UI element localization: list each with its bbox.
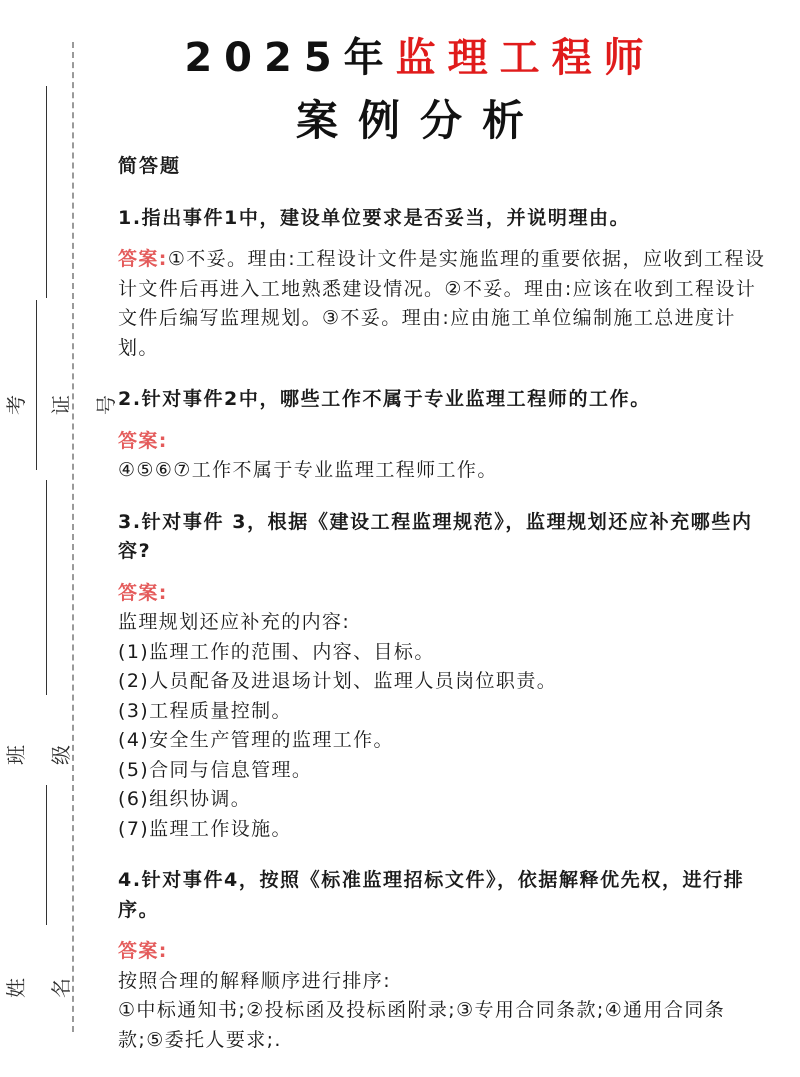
answer-label: 答案: [118,248,168,270]
class-line-top [46,480,47,695]
question-3: 3.针对事件 3，根据《建设工程监理规范》，监理规划还应补充哪些内容? [118,510,753,562]
answer-text [118,245,768,363]
answer-1 [118,245,768,363]
answer-label: 答案: [118,940,168,962]
answer-line: (6)组织协调。 [118,788,252,810]
exam-id-line-top [46,86,47,298]
question-2: 2.针对事件2中，哪些工作不属于专业监理工程师的工作。 [118,388,651,410]
title-highlight: 监理工程师 [395,35,656,81]
answer-line: (4)安全生产管理的监理工作。 [118,729,394,751]
answer-4 [118,937,768,1055]
document-body [118,152,768,1077]
answer-3 [118,579,768,845]
binding-dashed-line [72,42,74,1032]
answer-label-row [118,427,768,457]
page-title-line1 [100,26,740,83]
answer-line: ①不妥。理由:工程设计文件是实施监理的重要依据，应收到工程设计文件后再进入工地熟悉建设情况。②不妥。理由:应该在收到工程设计文件后编写监理规划。③不妥。理由:应由施工单位编制施工总进度计划。 [118,248,766,359]
name-field [4,925,73,1025]
question-4: 4.针对事件4，按照《标准监理招标文件》，依据解释优先权，进行排序。 [118,869,745,921]
answer-line: (7)监理工作设施。 [118,817,292,840]
answer-line: 监理规划还应补充的内容: [118,611,351,633]
page-title-line2: 案例分析 [295,96,544,145]
answer-2 [118,427,768,486]
class-label-text: 班级 [4,745,73,765]
name-label [4,943,73,1033]
answer-line: (3)工程质量控制。 [118,699,292,722]
class-field [4,690,73,790]
answer-line: (5)合同与信息管理。 [118,758,313,781]
answer-label: 答案: [118,429,168,452]
section-title: 简答题 [118,155,182,177]
title-year: 2025年 [184,35,396,81]
answer-line: ④⑤⑥⑦工作不属于专业监理工程师工作。 [118,459,498,481]
answer-line: 按照合理的解释顺序进行排序: [118,969,392,992]
answer-label-row [118,579,768,609]
answer-line: (2)人员配备及进退场计划、监理人员岗位职责。 [118,670,558,692]
question-1: 1.指出事件1中，建设单位要求是否妥当，并说明理由。 [118,206,631,229]
answer-line: (1)监理工作的范围、内容、目标。 [118,640,435,663]
answer-label-row [118,937,768,967]
class-line-bottom [46,785,47,925]
class-label [4,710,73,800]
name-label-text: 姓名 [4,978,73,998]
answer-label: 答案: [118,581,168,604]
answer-line: ①中标通知书;②投标函及投标函附录;③专用合同条款;④通用合同条款;⑤委托人要求;. [118,999,726,1051]
exam-id-label-text: 考证号 [4,395,118,415]
question-list [118,204,768,1056]
exam-id-label [4,315,118,495]
